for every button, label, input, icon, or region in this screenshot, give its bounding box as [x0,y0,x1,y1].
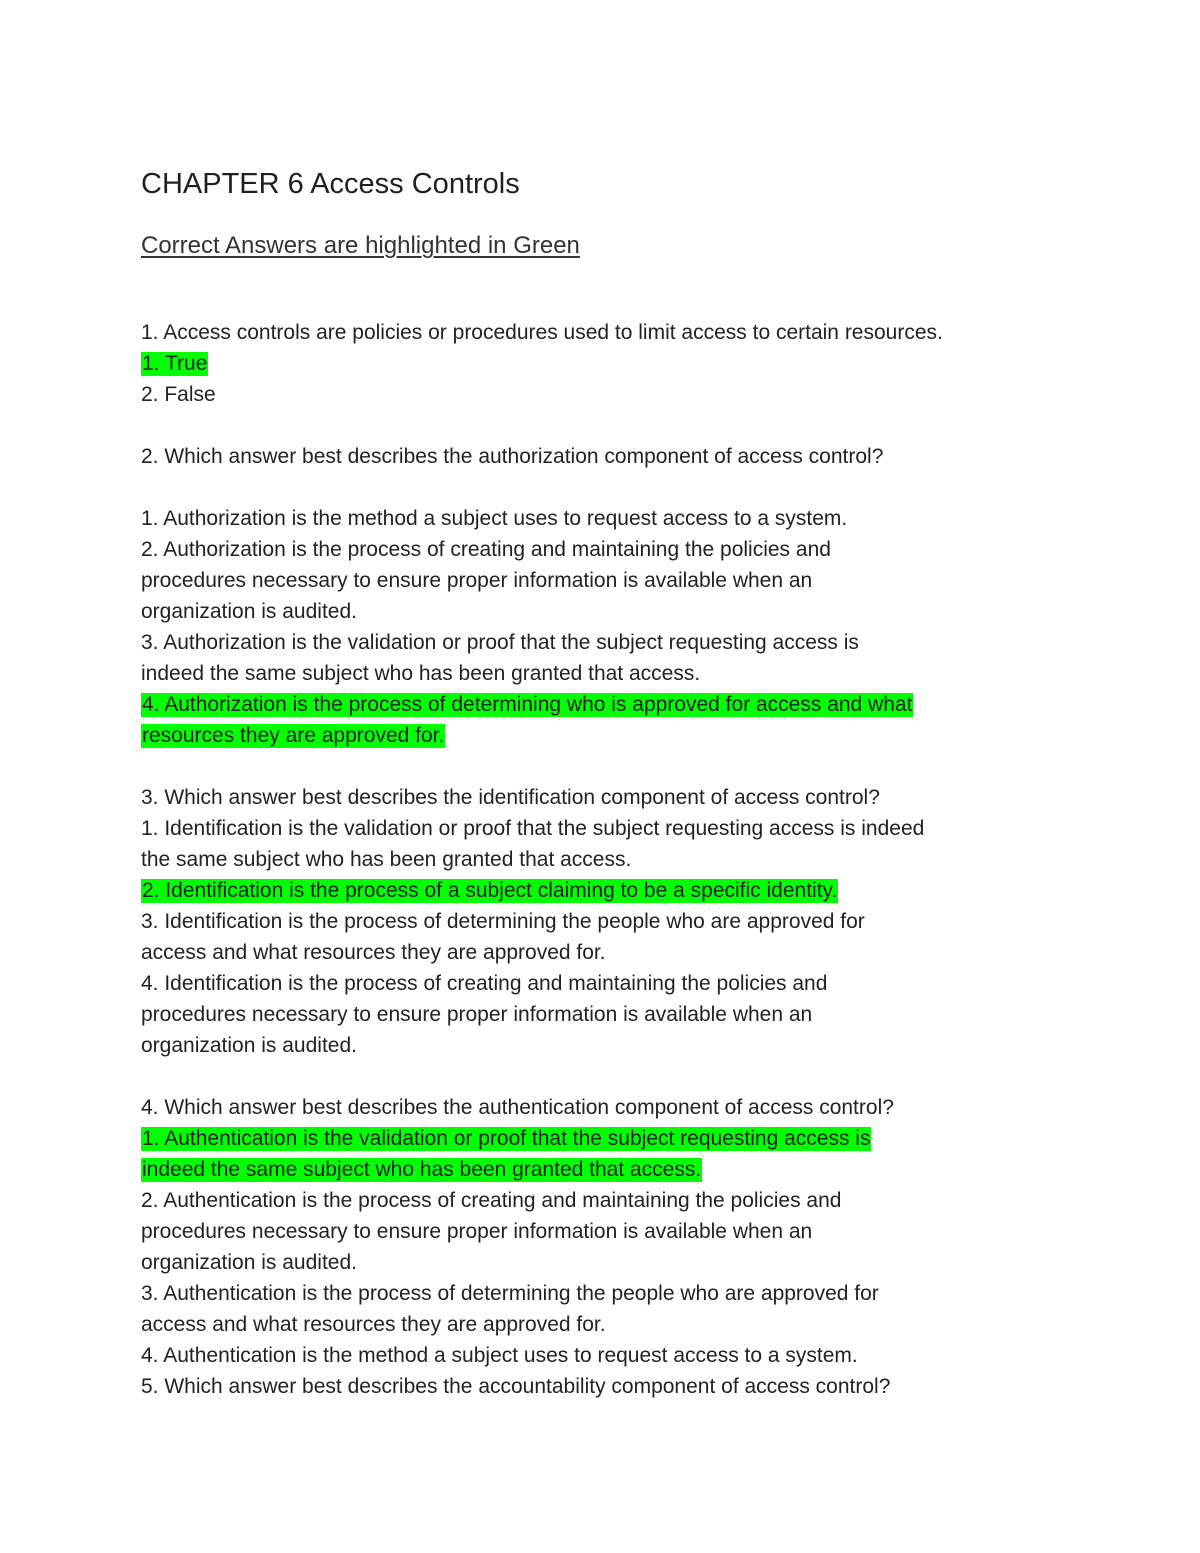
highlighted-text: 1. Authentication is the validation or proof that the subject requesting access is [142,1127,871,1150]
line-text: procedures necessary to ensure proper information is available when an [141,1220,813,1243]
highlighted-text: indeed the same subject who has been granted that access. [142,1158,702,1181]
line-text: 3. Authentication is the process of determining the people who are approved for [141,1282,879,1305]
page-title: CHAPTER 6 Access Controls [141,168,520,200]
text-line [141,565,1141,596]
line-text: 1. Access controls are policies or procedures used to limit access to certain resources. [141,321,943,344]
line-text: 4. Identification is the process of creating and maintaining the policies and [141,972,828,995]
text-line [141,627,1141,658]
correct-answer-line [141,689,1141,720]
line-text: 2. Authorization is the process of creating and maintaining the policies and [141,538,831,561]
highlighted-text: 4. Authorization is the process of determining who is approved for access and what [142,693,913,716]
correct-answer-line [141,1154,1141,1185]
highlighted-text: 1. True [142,352,208,375]
text-line [141,782,1141,813]
line-text: 3. Identification is the process of determining the people who are approved for [141,910,865,933]
line-text: 2. Which answer best describes the authorization component of access control? [141,445,884,468]
text-line [141,596,1141,627]
blank-line [141,1061,1141,1092]
line-text: 3. Which answer best describes the identification component of access control? [141,786,880,809]
text-line [141,937,1141,968]
line-text: indeed the same subject who has been granted that access. [141,662,701,685]
line-text: access and what resources they are approved for. [141,1313,606,1336]
blank-line [141,751,1141,782]
line-text: organization is audited. [141,600,357,623]
text-line [141,906,1141,937]
text-line [141,503,1141,534]
text-line [141,1216,1141,1247]
text-line [141,1278,1141,1309]
page-subtitle: Correct Answers are highlighted in Green [141,232,580,259]
correct-answer-line [141,720,1141,751]
line-text: organization is audited. [141,1251,357,1274]
blank-line [141,410,1141,441]
text-line [141,317,1141,348]
line-text: 3. Authorization is the validation or proof that the subject requesting access is [141,631,859,654]
line-text: 4. Authentication is the method a subject uses to request access to a system. [141,1344,858,1367]
document-body [141,317,1141,1402]
text-line [141,968,1141,999]
text-line [141,658,1141,689]
line-text: procedures necessary to ensure proper information is available when an [141,569,813,592]
line-text: 1. Identification is the validation or proof that the subject requesting access is indeed [141,817,925,840]
line-text: procedures necessary to ensure proper information is available when an [141,1003,813,1026]
line-text: 2. Authentication is the process of creating and maintaining the policies and [141,1189,842,1212]
line-text: organization is audited. [141,1034,357,1057]
highlighted-text: 2. Identification is the process of a subject claiming to be a specific identity. [142,879,838,902]
line-text: 2. False [141,383,216,406]
text-line [141,534,1141,565]
correct-answer-line [141,875,1141,906]
correct-answer-line [141,348,1141,379]
line-text: 4. Which answer best describes the authentication component of access control? [141,1096,894,1119]
text-line [141,1030,1141,1061]
text-line [141,1371,1141,1402]
text-line [141,999,1141,1030]
text-line [141,813,1141,844]
text-line [141,1185,1141,1216]
line-text: 1. Authorization is the method a subject uses to request access to a system. [141,507,848,530]
line-text: 5. Which answer best describes the accountability component of access control? [141,1375,891,1398]
correct-answer-line [141,1123,1141,1154]
text-line [141,844,1141,875]
text-line [141,1309,1141,1340]
line-text: the same subject who has been granted that access. [141,848,632,871]
text-line [141,379,1141,410]
highlighted-text: resources they are approved for. [142,724,445,747]
blank-line [141,472,1141,503]
text-line [141,1340,1141,1371]
text-line [141,1092,1141,1123]
text-line [141,441,1141,472]
line-text: access and what resources they are approved for. [141,941,606,964]
text-line [141,1247,1141,1278]
